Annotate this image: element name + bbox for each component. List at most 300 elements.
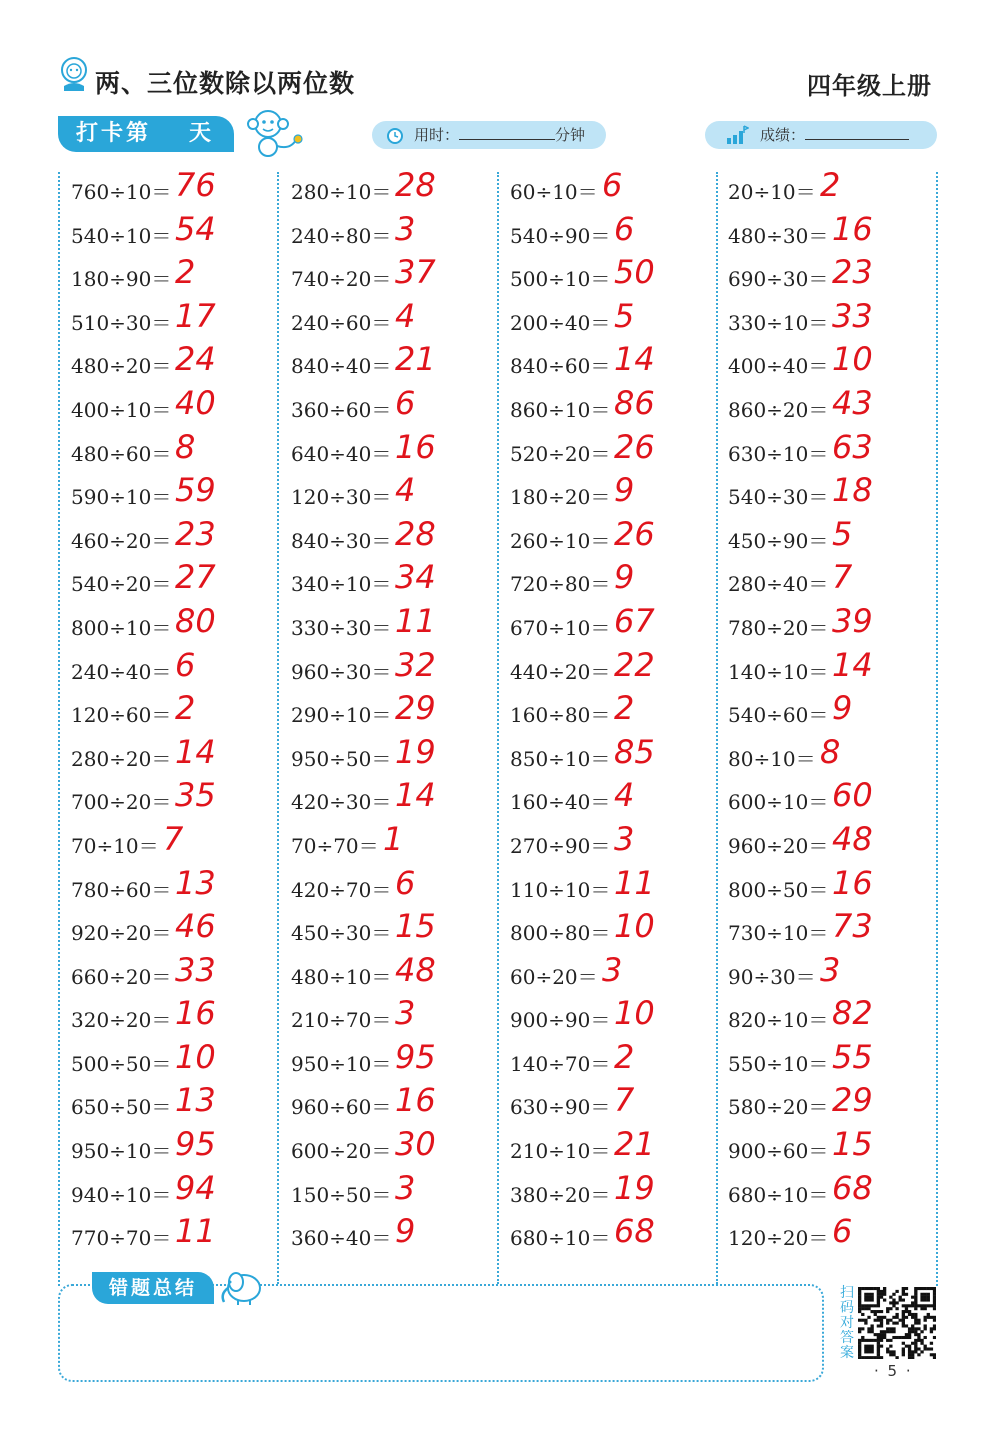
division-problem: 110÷10＝ <box>510 877 611 902</box>
handwritten-answer: 24 <box>175 340 216 379</box>
score-blank[interactable] <box>805 122 909 140</box>
handwritten-answer: 82 <box>832 994 873 1033</box>
division-problem: 70÷10＝ <box>71 833 159 858</box>
problem-row <box>71 1169 281 1213</box>
time-field <box>372 121 606 149</box>
handwritten-answer: 23 <box>175 514 216 553</box>
division-problem: 150÷50＝ <box>291 1182 392 1207</box>
problem-row <box>71 776 281 820</box>
problem-row <box>510 166 720 210</box>
handwritten-answer: 40 <box>175 383 216 422</box>
division-problem: 280÷20＝ <box>71 746 172 771</box>
handwritten-answer: 13 <box>175 1081 216 1120</box>
problem-row <box>728 428 938 472</box>
problem-row <box>71 820 281 864</box>
division-problem: 420÷70＝ <box>291 877 392 902</box>
handwritten-answer: 11 <box>395 601 436 640</box>
problem-row <box>71 907 281 951</box>
handwritten-answer: 68 <box>832 1168 873 1207</box>
problem-row <box>510 1081 720 1125</box>
division-problem: 540÷60＝ <box>728 703 829 728</box>
worksheet-title: 两、三位数除以两位数 <box>95 69 356 98</box>
handwritten-answer: 7 <box>614 1081 635 1120</box>
division-problem: 210÷10＝ <box>510 1139 611 1164</box>
division-problem: 480÷20＝ <box>71 354 172 379</box>
handwritten-answer: 14 <box>175 732 216 771</box>
problem-row <box>728 907 938 951</box>
handwritten-answer: 43 <box>832 383 873 422</box>
division-problem: 780÷20＝ <box>728 615 829 640</box>
division-problem: 630÷10＝ <box>728 441 829 466</box>
monkey-mascot-icon <box>244 106 304 158</box>
problem-row <box>728 1038 938 1082</box>
problem-row <box>291 951 501 995</box>
problem-row <box>510 471 720 515</box>
problem-row <box>71 253 281 297</box>
problem-row <box>510 1169 720 1213</box>
handwritten-answer: 6 <box>175 645 196 684</box>
handwritten-answer: 67 <box>614 601 655 640</box>
problem-row <box>728 558 938 602</box>
division-problem: 800÷80＝ <box>510 921 611 946</box>
handwritten-answer: 18 <box>832 471 873 510</box>
problem-row <box>291 428 501 472</box>
checkin-suffix: 天 <box>189 121 215 146</box>
mistake-summary-label: 错题总结 <box>92 1272 214 1304</box>
handwritten-answer: 10 <box>614 907 655 946</box>
elephant-icon <box>216 1266 270 1306</box>
division-problem: 950÷50＝ <box>291 746 392 771</box>
problem-row <box>510 602 720 646</box>
division-problem: 700÷20＝ <box>71 790 172 815</box>
handwritten-answer: 3 <box>395 994 416 1033</box>
handwritten-answer: 6 <box>614 209 635 248</box>
division-problem: 680÷10＝ <box>510 1226 611 1251</box>
handwritten-answer: 10 <box>614 994 655 1033</box>
score-label: 成绩： <box>760 126 806 144</box>
problem-row <box>71 689 281 733</box>
handwritten-answer: 48 <box>832 819 873 858</box>
problem-row <box>291 166 501 210</box>
division-problem: 320÷20＝ <box>71 1008 172 1033</box>
handwritten-answer: 68 <box>614 1212 655 1251</box>
division-problem: 680÷10＝ <box>728 1182 829 1207</box>
division-problem: 520÷20＝ <box>510 441 611 466</box>
handwritten-answer: 16 <box>175 994 216 1033</box>
problem-row <box>291 907 501 951</box>
division-problem: 540÷30＝ <box>728 485 829 510</box>
division-problem: 120÷20＝ <box>728 1226 829 1251</box>
division-problem: 240÷80＝ <box>291 223 392 248</box>
problem-row <box>291 602 501 646</box>
handwritten-answer: 55 <box>832 1037 873 1076</box>
problem-row <box>71 994 281 1038</box>
problem-row <box>71 1212 281 1256</box>
handwritten-answer: 54 <box>175 209 216 248</box>
handwritten-answer: 76 <box>175 166 216 204</box>
division-problem: 120÷30＝ <box>291 485 392 510</box>
division-problem: 440÷20＝ <box>510 659 611 684</box>
problem-row <box>71 1081 281 1125</box>
handwritten-answer: 11 <box>614 863 655 902</box>
problem-row <box>728 994 938 1038</box>
division-problem: 860÷10＝ <box>510 397 611 422</box>
handwritten-answer: 86 <box>614 383 655 422</box>
handwritten-answer: 4 <box>614 776 635 815</box>
frame-left-border <box>58 172 60 1286</box>
handwritten-answer: 60 <box>832 776 873 815</box>
handwritten-answer: 3 <box>395 209 416 248</box>
problem-row <box>291 1125 501 1169</box>
handwritten-answer: 23 <box>832 253 873 292</box>
handwritten-answer: 28 <box>395 514 436 553</box>
page-number: · 5 · <box>874 1362 913 1380</box>
handwritten-answer: 35 <box>175 776 216 815</box>
handwritten-answer: 85 <box>614 732 655 771</box>
problem-row <box>728 340 938 384</box>
problem-row <box>71 297 281 341</box>
problem-row <box>71 428 281 472</box>
handwritten-answer: 5 <box>832 514 853 553</box>
handwritten-answer: 6 <box>395 863 416 902</box>
division-problem: 510÷30＝ <box>71 310 172 335</box>
problem-row <box>510 864 720 908</box>
problem-row <box>728 1169 938 1213</box>
problem-row <box>510 1125 720 1169</box>
handwritten-answer: 94 <box>175 1168 216 1207</box>
problem-row <box>291 515 501 559</box>
problem-row <box>291 689 501 733</box>
division-problem: 600÷20＝ <box>291 1139 392 1164</box>
problem-row <box>71 384 281 428</box>
handwritten-answer: 22 <box>614 645 655 684</box>
problem-row <box>728 210 938 254</box>
problem-row <box>728 297 938 341</box>
problem-column-2 <box>291 166 501 1256</box>
division-problem: 160÷80＝ <box>510 703 611 728</box>
handwritten-answer: 48 <box>395 950 436 989</box>
problem-row <box>510 384 720 428</box>
problem-row <box>728 776 938 820</box>
handwritten-answer: 15 <box>395 907 436 946</box>
problem-row <box>510 515 720 559</box>
division-problem: 670÷10＝ <box>510 615 611 640</box>
handwritten-answer: 37 <box>395 253 436 292</box>
handwritten-answer: 9 <box>832 689 853 728</box>
problem-row <box>291 1038 501 1082</box>
handwritten-answer: 80 <box>175 601 216 640</box>
handwritten-answer: 2 <box>820 166 841 204</box>
problem-row <box>728 1125 938 1169</box>
handwritten-answer: 63 <box>832 427 873 466</box>
handwritten-answer: 4 <box>395 296 416 335</box>
handwritten-answer: 16 <box>832 209 873 248</box>
division-problem: 360÷40＝ <box>291 1226 392 1251</box>
division-problem: 540÷10＝ <box>71 223 172 248</box>
handwritten-answer: 16 <box>395 427 436 466</box>
handwritten-answer: 33 <box>175 950 216 989</box>
handwritten-answer: 21 <box>614 1125 655 1164</box>
problem-row <box>728 166 938 210</box>
division-problem: 840÷60＝ <box>510 354 611 379</box>
division-problem: 180÷90＝ <box>71 267 172 292</box>
division-problem: 70÷70＝ <box>291 833 379 858</box>
handwritten-answer: 6 <box>832 1212 853 1251</box>
handwritten-answer: 9 <box>614 558 635 597</box>
handwritten-answer: 28 <box>395 166 436 204</box>
division-problem: 60÷10＝ <box>510 180 598 204</box>
problem-row <box>291 210 501 254</box>
division-problem: 960÷20＝ <box>728 833 829 858</box>
handwritten-answer: 2 <box>614 689 635 728</box>
problem-row <box>71 515 281 559</box>
division-problem: 650÷50＝ <box>71 1095 172 1120</box>
division-problem: 950÷10＝ <box>71 1139 172 1164</box>
handwritten-answer: 4 <box>395 471 416 510</box>
problem-row <box>291 253 501 297</box>
handwritten-answer: 10 <box>832 340 873 379</box>
problem-row <box>291 1081 501 1125</box>
division-problem: 850÷10＝ <box>510 746 611 771</box>
handwritten-answer: 1 <box>383 819 404 858</box>
problem-row <box>291 297 501 341</box>
division-problem: 630÷90＝ <box>510 1095 611 1120</box>
qr-label: 扫 码 对 答 案 <box>840 1285 854 1361</box>
division-problem: 240÷60＝ <box>291 310 392 335</box>
handwritten-answer: 27 <box>175 558 216 597</box>
checkin-banner <box>58 116 234 152</box>
handwritten-answer: 14 <box>832 645 873 684</box>
handwritten-answer: 19 <box>395 732 436 771</box>
clock-icon <box>386 126 404 144</box>
time-blank[interactable] <box>459 122 555 140</box>
problem-row <box>71 210 281 254</box>
division-problem: 480÷10＝ <box>291 964 392 989</box>
handwritten-answer: 73 <box>832 907 873 946</box>
problem-row <box>291 646 501 690</box>
problem-row <box>71 471 281 515</box>
division-problem: 800÷50＝ <box>728 877 829 902</box>
problem-row <box>510 210 720 254</box>
division-problem: 860÷20＝ <box>728 397 829 422</box>
division-problem: 840÷40＝ <box>291 354 392 379</box>
division-problem: 730÷10＝ <box>728 921 829 946</box>
handwritten-answer: 7 <box>163 819 184 858</box>
problem-row <box>71 864 281 908</box>
problem-row <box>728 864 938 908</box>
division-problem: 140÷10＝ <box>728 659 829 684</box>
handwritten-answer: 2 <box>614 1037 635 1076</box>
handwritten-answer: 9 <box>395 1212 416 1251</box>
division-problem: 720÷80＝ <box>510 572 611 597</box>
division-problem: 600÷10＝ <box>728 790 829 815</box>
problem-column-3 <box>510 166 720 1256</box>
problem-row <box>71 1125 281 1169</box>
division-problem: 80÷10＝ <box>728 746 816 771</box>
handwritten-answer: 14 <box>395 776 436 815</box>
problem-row <box>71 733 281 777</box>
problem-row <box>71 951 281 995</box>
handwritten-answer: 3 <box>395 1168 416 1207</box>
problem-row <box>291 776 501 820</box>
handwritten-answer: 26 <box>614 427 655 466</box>
division-problem: 290÷10＝ <box>291 703 392 728</box>
problem-row <box>71 558 281 602</box>
division-problem: 480÷60＝ <box>71 441 172 466</box>
problem-row <box>510 558 720 602</box>
problem-row <box>728 951 938 995</box>
problem-row <box>291 864 501 908</box>
division-problem: 450÷90＝ <box>728 528 829 553</box>
handwritten-answer: 46 <box>175 907 216 946</box>
problem-row <box>510 646 720 690</box>
problem-row <box>71 602 281 646</box>
bar-chart-flag-icon <box>725 125 749 145</box>
handwritten-answer: 3 <box>614 819 635 858</box>
division-problem: 280÷10＝ <box>291 180 392 204</box>
handwritten-answer: 2 <box>175 253 196 292</box>
division-problem: 550÷10＝ <box>728 1051 829 1076</box>
division-problem: 740÷20＝ <box>291 267 392 292</box>
time-label: 用时： <box>414 126 460 144</box>
division-problem: 210÷70＝ <box>291 1008 392 1033</box>
problem-row <box>728 689 938 733</box>
handwritten-answer: 21 <box>395 340 436 379</box>
problem-row <box>510 689 720 733</box>
division-problem: 580÷20＝ <box>728 1095 829 1120</box>
handwritten-answer: 2 <box>175 689 196 728</box>
division-problem: 950÷10＝ <box>291 1051 392 1076</box>
handwritten-answer: 15 <box>832 1125 873 1164</box>
division-problem: 330÷10＝ <box>728 310 829 335</box>
division-problem: 140÷70＝ <box>510 1051 611 1076</box>
problem-row <box>510 907 720 951</box>
division-problem: 90÷30＝ <box>728 964 816 989</box>
problem-row <box>291 1212 501 1256</box>
division-problem: 460÷20＝ <box>71 528 172 553</box>
handwritten-answer: 26 <box>614 514 655 553</box>
division-problem: 330÷30＝ <box>291 615 392 640</box>
division-problem: 780÷60＝ <box>71 877 172 902</box>
handwritten-answer: 8 <box>820 732 841 771</box>
problem-row <box>510 1038 720 1082</box>
division-problem: 800÷10＝ <box>71 615 172 640</box>
division-problem: 450÷30＝ <box>291 921 392 946</box>
division-problem: 420÷30＝ <box>291 790 392 815</box>
division-problem: 360÷60＝ <box>291 397 392 422</box>
handwritten-answer: 16 <box>395 1081 436 1120</box>
handwritten-answer: 10 <box>175 1037 216 1076</box>
problem-row <box>291 994 501 1038</box>
division-problem: 690÷30＝ <box>728 267 829 292</box>
handwritten-answer: 5 <box>614 296 635 335</box>
handwritten-answer: 3 <box>602 950 623 989</box>
handwritten-answer: 16 <box>832 863 873 902</box>
grade-label: 四年级上册 <box>807 72 932 100</box>
division-problem: 20÷10＝ <box>728 180 816 204</box>
handwritten-answer: 50 <box>614 253 655 292</box>
problem-row <box>291 1169 501 1213</box>
problem-row <box>291 733 501 777</box>
problem-row <box>510 253 720 297</box>
problem-row <box>510 951 720 995</box>
handwritten-answer: 30 <box>395 1125 436 1164</box>
score-field <box>705 121 937 149</box>
division-problem: 180÷20＝ <box>510 485 611 510</box>
division-problem: 120÷60＝ <box>71 703 172 728</box>
handwritten-answer: 59 <box>175 471 216 510</box>
division-problem: 240÷40＝ <box>71 659 172 684</box>
problem-row <box>71 1038 281 1082</box>
division-problem: 500÷50＝ <box>71 1051 172 1076</box>
problem-row <box>291 558 501 602</box>
problem-row <box>510 776 720 820</box>
handwritten-answer: 9 <box>614 471 635 510</box>
division-problem: 260÷10＝ <box>510 528 611 553</box>
handwritten-answer: 39 <box>832 601 873 640</box>
handwritten-answer: 11 <box>175 1212 216 1251</box>
handwritten-answer: 6 <box>602 166 623 204</box>
handwritten-answer: 29 <box>832 1081 873 1120</box>
handwritten-answer: 7 <box>832 558 853 597</box>
division-problem: 960÷30＝ <box>291 659 392 684</box>
division-problem: 590÷10＝ <box>71 485 172 510</box>
checkin-prefix: 打卡第 <box>76 121 152 146</box>
division-problem: 940÷10＝ <box>71 1182 172 1207</box>
division-problem: 820÷10＝ <box>728 1008 829 1033</box>
division-problem: 480÷30＝ <box>728 223 829 248</box>
problem-row <box>728 471 938 515</box>
problem-row <box>291 471 501 515</box>
division-problem: 660÷20＝ <box>71 964 172 989</box>
problem-row <box>291 820 501 864</box>
division-problem: 160÷40＝ <box>510 790 611 815</box>
handwritten-answer: 34 <box>395 558 436 597</box>
handwritten-answer: 17 <box>175 296 216 335</box>
problem-row <box>728 602 938 646</box>
division-problem: 920÷20＝ <box>71 921 172 946</box>
division-problem: 540÷20＝ <box>71 572 172 597</box>
division-problem: 500÷10＝ <box>510 267 611 292</box>
qr-code[interactable] <box>858 1287 936 1359</box>
problem-row <box>71 646 281 690</box>
handwritten-answer: 29 <box>395 689 436 728</box>
problem-row <box>510 428 720 472</box>
division-problem: 840÷30＝ <box>291 528 392 553</box>
time-unit: 分钟 <box>555 126 586 144</box>
division-problem: 640÷40＝ <box>291 441 392 466</box>
problem-row <box>510 1212 720 1256</box>
division-problem: 400÷10＝ <box>71 397 172 422</box>
problem-row <box>728 733 938 777</box>
problem-row <box>728 646 938 690</box>
problem-row <box>510 297 720 341</box>
division-problem: 200÷40＝ <box>510 310 611 335</box>
problem-row <box>510 994 720 1038</box>
lion-mascot-icon <box>58 56 90 92</box>
problem-row <box>728 820 938 864</box>
handwritten-answer: 3 <box>820 950 841 989</box>
problem-row <box>71 340 281 384</box>
division-problem: 340÷10＝ <box>291 572 392 597</box>
problem-row <box>728 1081 938 1125</box>
division-problem: 60÷20＝ <box>510 964 598 989</box>
division-problem: 280÷40＝ <box>728 572 829 597</box>
problem-row <box>510 340 720 384</box>
division-problem: 770÷70＝ <box>71 1226 172 1251</box>
handwritten-answer: 95 <box>395 1037 436 1076</box>
handwritten-answer: 32 <box>395 645 436 684</box>
